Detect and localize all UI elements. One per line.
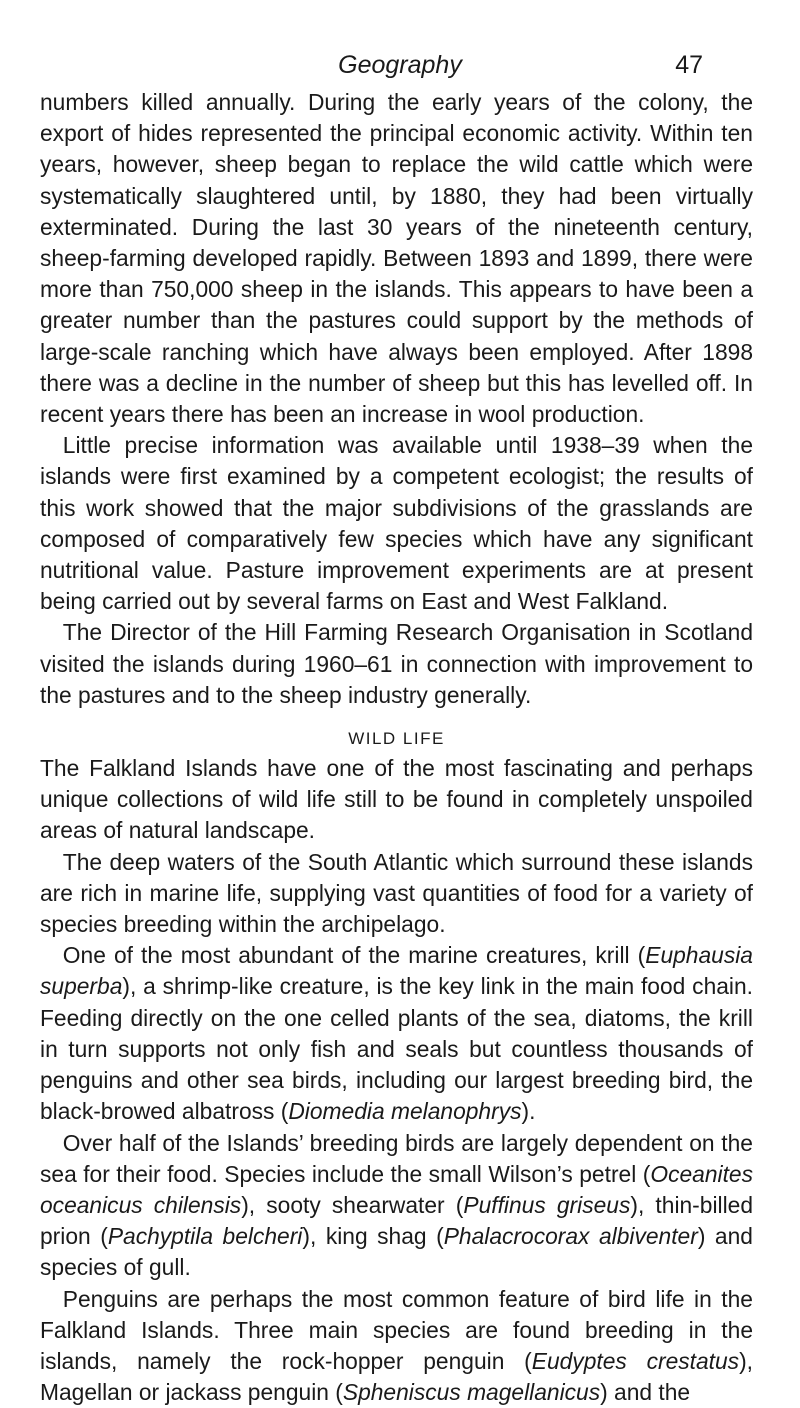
paragraph: The Director of the Hill Farming Research Organisation in Scotland visited the islands during 1960–61 in connection with improvement to the pastures and to the sheep industry generally. — [40, 619, 753, 708]
page-number: 47 — [675, 51, 703, 79]
page-header — [0, 48, 800, 82]
text-run: ), Magellan or jackass penguin ( — [40, 1347, 754, 1406]
paragraph — [40, 940, 753, 1127]
scientific-name: Pachyptila belcheri — [107, 1223, 303, 1250]
paragraph — [40, 1284, 753, 1408]
text-run: ), sooty shearwater ( — [241, 1191, 464, 1218]
text-run: ), king shag ( — [302, 1223, 444, 1250]
paragraph: The deep waters of the South Atlantic which surround these islands are rich in marine life, supplying vast quantities of food for a variety of species breeding within the archipelago. — [40, 848, 753, 938]
text-run: ), thin-billed prion ( — [40, 1191, 754, 1250]
paragraph: numbers killed annually. During the early years of the colony, the export of hides represented the principal economic activity. Within ten years, however, sheep began to replace the wild cattle which were systematically slaughtered until, by 1880, they had been virtually exterminated. During the last 30 years of the nineteenth century, sheep-farming developed rapidly. Between 1893 and 1899, there were more than 750,000 sheep in the islands. This appears to have been a greater number than the pastures could support by the methods of large-scale ranching which have always been employed. After 1898 there was a decline in the number of sheep but this has levelled off. In recent years there has been an increase in wool production. — [40, 89, 753, 428]
running-title: Geography — [338, 51, 462, 79]
scientific-name: Puffinus griseus — [463, 1191, 631, 1218]
section-heading: WILD LIFE — [348, 729, 445, 749]
paragraph — [40, 1128, 753, 1284]
scientific-name: Oceanites oceanicus chilensis — [40, 1160, 753, 1218]
text-run: ) and species of gull. — [40, 1223, 753, 1281]
paragraph: Little precise information was available until 1938–39 when the islands were first examined by a competent ecologist; the results of this work showed that the major subdivisions of the grasslands are composed of comparatively few species which have any significant nutritional value. Pasture improvement experiments are at present being carried out by several farms on East and West Falkland. — [40, 432, 753, 615]
page-body — [40, 87, 753, 1408]
paragraph: The Falkland Islands have one of the most fascinating and perhaps unique collections of wild life still to be found in completely unspoiled areas of natural landscape. — [40, 755, 753, 844]
text-run: ) and the — [600, 1379, 691, 1406]
text-run: ), a shrimp-like creature, is the key link in the main food chain. Feeding directly on the one celled plants of the sea, diatoms, the krill in turn supports not only fish and seals but countless thousands of penguins and other sea birds, including our largest breeding bird, the black-browed albatross ( — [40, 973, 753, 1125]
scientific-name: Diomedia melanophrys — [288, 1098, 522, 1125]
text-run: ). — [521, 1098, 536, 1125]
text-run: One of the most abundant of the marine creatures, krill ( — [62, 942, 646, 969]
scientific-name: Phalacrocorax albiventer — [443, 1223, 698, 1250]
text-run: Over half of the Islands’ breeding birds are largely dependent on the sea for their food. Species include the small Wilson’s petrel ( — [40, 1129, 753, 1187]
scientific-name: Eudyptes crestatus — [531, 1347, 740, 1374]
scientific-name: Spheniscus magellanicus — [342, 1379, 601, 1406]
text-run: Penguins are perhaps the most common feature of bird life in the Falkland Islands. Three main species are found breeding in the islands, namely the rock-hopper penguin ( — [40, 1285, 753, 1374]
scientific-name: Euphausia superba — [40, 942, 753, 1000]
